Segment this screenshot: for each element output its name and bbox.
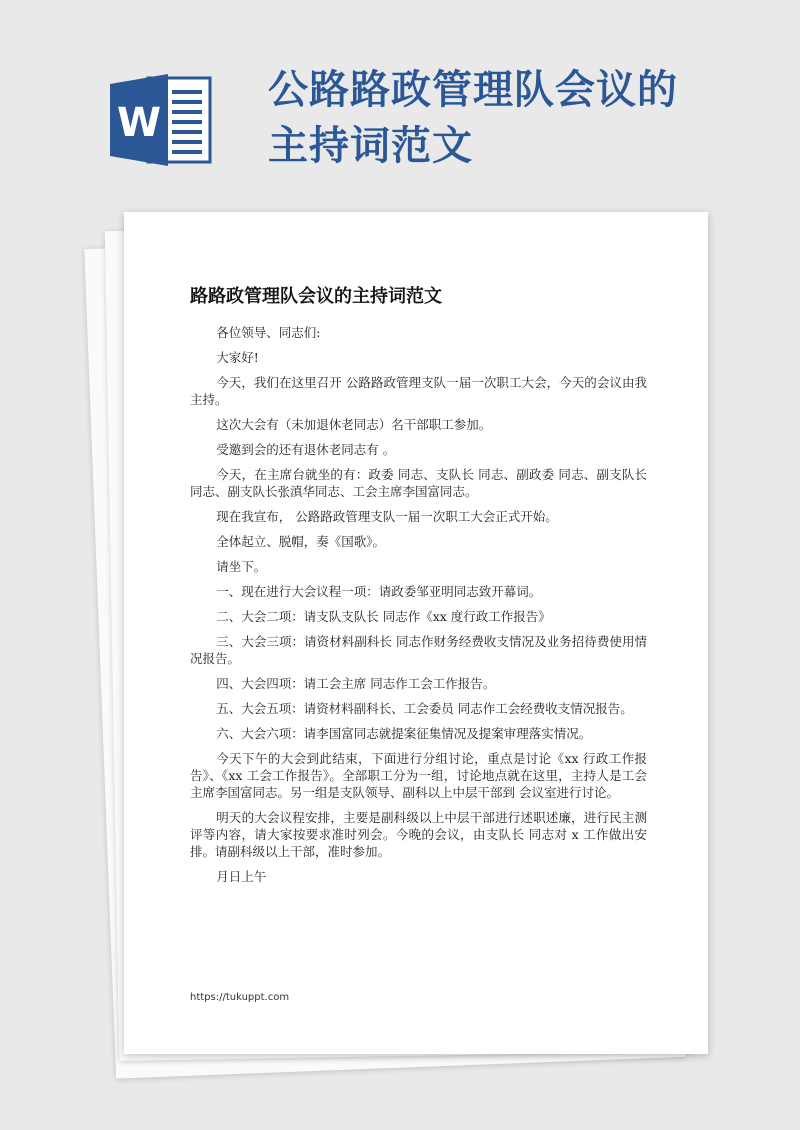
greeting-paragraph: 各位领导、同志们:: [216, 325, 321, 340]
agenda-item: 四、大会四项：请工会主席 同志作工会工作报告。: [216, 676, 496, 691]
source-url: https://tukuppt.com: [190, 992, 290, 1003]
agenda-item: 一、现在进行大会议程一项：请政委邹亚明同志致开幕词。: [216, 584, 542, 599]
agenda-item: 二、大会二项：请支队支队长 同志作《xx 度行政工作报告》: [216, 609, 551, 624]
word-logo-letter: W: [116, 100, 162, 146]
agenda-item: 五、大会五项：请资材料副科长、工会委员 同志作工会经费收支情况报告。: [216, 701, 633, 716]
page-heading-line1: 公路路政管理队会议的: [268, 67, 678, 113]
agenda-item: 六、大会六项：请李国富同志就提案征集情况及提案审理落实情况。: [216, 726, 592, 741]
body-paragraph: 今天，我们在这里召开 公路路政管理支队一届一次职工大会，今天的会议由我主持。: [190, 375, 647, 407]
body-paragraph: 全体起立、脱帽，奏《国歌》。: [216, 534, 386, 549]
header-banner: [0, 0, 800, 200]
document-title: 路路政管理队会议的主持词范文: [190, 286, 442, 307]
body-paragraph: 今天，在主席台就坐的有：政委 同志、支队长 同志、副政委 同志、副支队长 同志、副支队长张滇华同志、工会主席李国富同志。: [190, 467, 647, 499]
body-paragraph: 这次大会有（未加退休老同志）名干部职工参加。: [216, 417, 492, 432]
document-body: [190, 324, 647, 893]
agenda-item: 三、大会三项：请资材料副科长 同志作财务经费收支情况及业务招待费使用情况报告。: [190, 634, 647, 666]
body-paragraph: 请坐下。: [216, 559, 267, 574]
body-paragraph: 今天下午的大会到此结束，下面进行分组讨论，重点是讨论《xx 行政工作报告》、《xx 工会工作报告》。全部职工分为一组，讨论地点就在这里，主持人是工会主席李国富同志。另一组是支队领导、副科以上中层干部到 会议室进行讨论。: [190, 751, 647, 800]
page-heading: [268, 62, 708, 174]
body-paragraph: 明天的大会议程安排，主要是副科级以上中层干部进行述职述廉，进行民主测评等内容，请大家按要求准时列会。今晚的会议，由支队长 同志对 x 工作做出安排。请副科级以上干部，准时参加。: [190, 810, 647, 859]
page-heading-line2: 主持词范文: [268, 123, 473, 169]
body-paragraph: 受邀到会的还有退休老同志有 。: [216, 442, 396, 457]
body-paragraph: 现在我宣布， 公路路政管理支队一届一次职工大会正式开始。: [216, 509, 558, 524]
document-page: [124, 212, 708, 1054]
microsoft-word-icon: [110, 72, 214, 168]
greeting-paragraph: 大家好!: [216, 350, 259, 365]
date-line: 月日上午: [216, 869, 267, 884]
